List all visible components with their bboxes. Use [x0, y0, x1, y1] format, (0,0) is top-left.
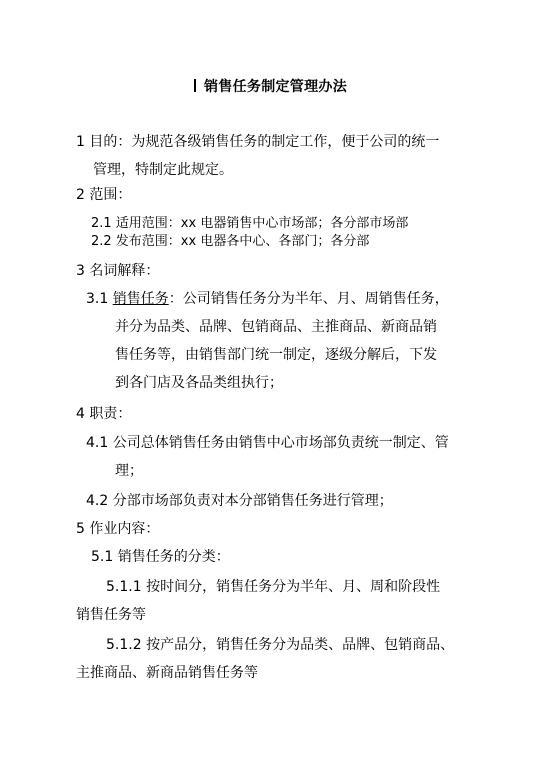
definition-line-1 [86, 290, 449, 308]
procedure-sub-1: 5.1 销售任务的分类： [91, 549, 230, 565]
definition-text: ：公司销售任务分为半年、月、周销售任务， [168, 291, 449, 307]
definition-line-2: 并分为品类、品牌、包销商品、主推商品、新商品销 [115, 319, 437, 335]
scope-heading: 2 范围： [76, 187, 132, 203]
definition-line-3: 售任务等，由销售部门统一制定，逐级分解后，下发 [115, 347, 437, 363]
definitions-heading: 3 名词解释： [76, 263, 160, 279]
document-title [0, 76, 541, 96]
title-text: 销售任务制定管理办法 [204, 79, 347, 95]
scope-item-1: 2.1 适用范围：xx 电器销售中心市场部；各分部市场部 [91, 216, 409, 231]
definition-line-4: 到各门店及各品类组执行； [115, 375, 283, 391]
definition-number: 3.1 [86, 291, 113, 307]
duty-item-2: 4.2 分部市场部负责对本分部销售任务进行管理； [86, 493, 393, 509]
duty-item-1-line-2: 理； [115, 463, 143, 479]
procedure-item-1-line-1: 5.1.1 按时间分，销售任务分为半年、月、周和阶段性 [106, 579, 441, 595]
scope-item-2: 2.2 发布范围：xx 电器各中心、各部门；各分部 [91, 234, 370, 249]
duties-heading: 4 职责： [76, 406, 132, 422]
title-marker [194, 79, 196, 92]
procedure-item-1-line-2: 销售任务等 [76, 607, 146, 623]
procedure-item-2-line-2: 主推商品、新商品销售任务等 [76, 665, 258, 681]
definition-term: 销售任务 [112, 291, 169, 307]
duty-item-1-line-1: 4.1 公司总体销售任务由销售中心市场部负责统一制定、管 [86, 435, 449, 451]
purpose-line-2: 管理，特制定此规定。 [93, 162, 233, 178]
procedure-heading: 5 作业内容： [76, 521, 160, 537]
procedure-item-2-line-1: 5.1.2 按产品分，销售任务分为品类、品牌、包销商品、 [106, 637, 455, 653]
purpose-line-1: 1 目的：为规范各级销售任务的制定工作，便于公司的统一 [76, 134, 440, 150]
